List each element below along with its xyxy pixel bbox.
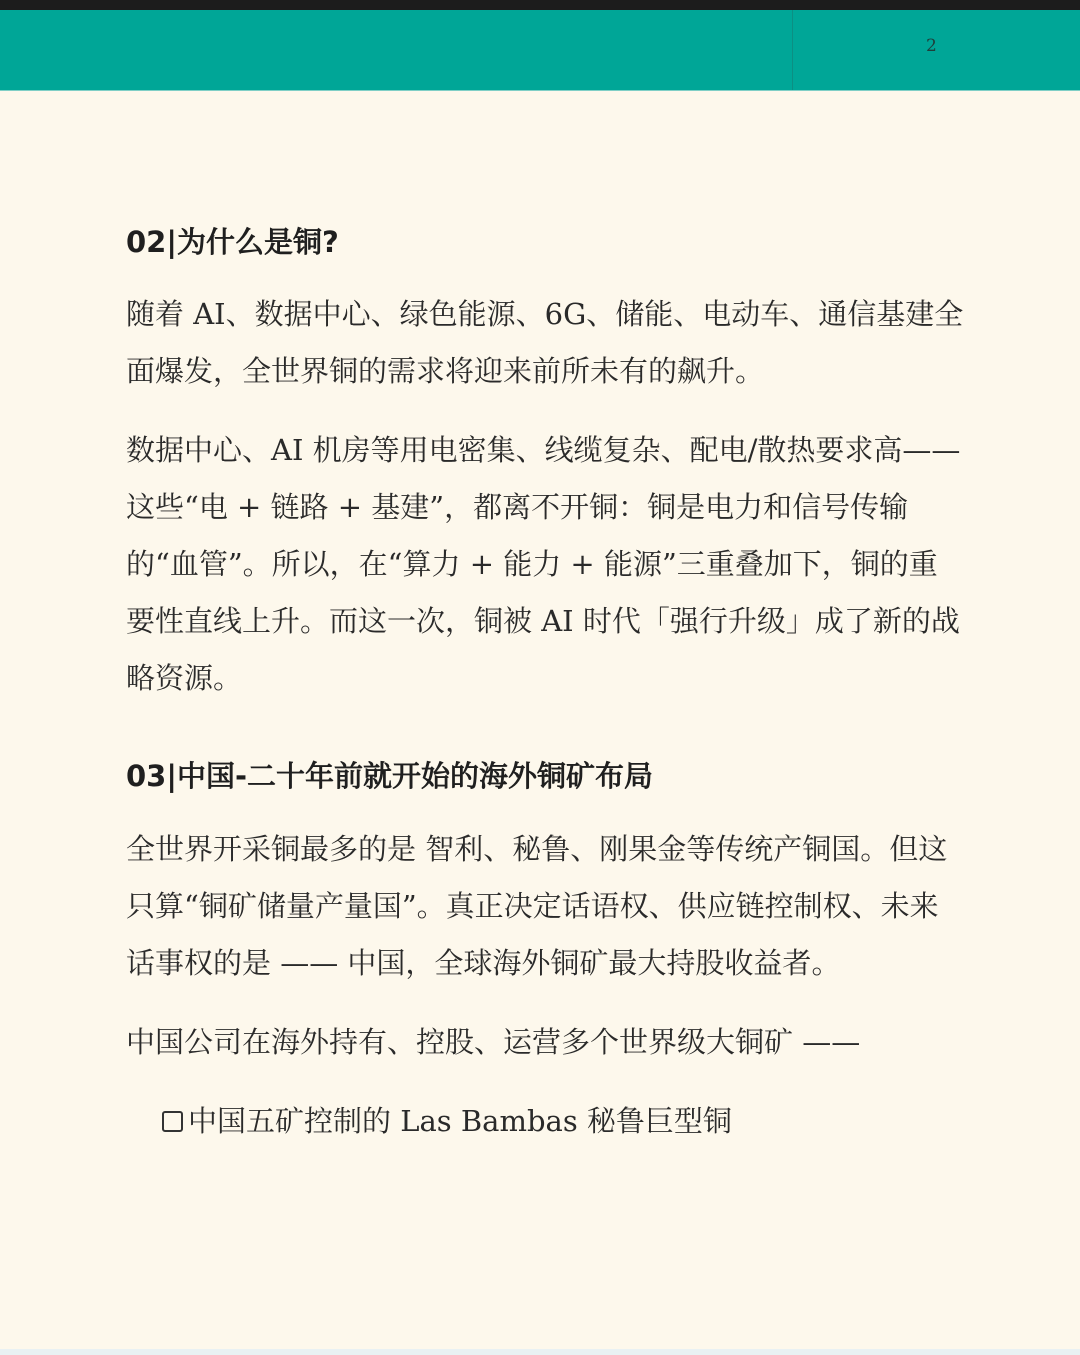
article-content	[126, 222, 966, 1150]
list-item-label: 中国五矿控制的 Las Bambas 秘鲁巨型铜	[188, 1104, 732, 1138]
page-number: 2	[926, 36, 937, 56]
paragraph-copper-strategic: 数据中心、AI 机房等用电密集、线缆复杂、配电/散热要求高——这些“电 + 链路 + 基建”，都离不开铜：铜是电力和信号传输的“血管”。所以，在“算力 + 能力 + 能源”三重叠加下，铜的重要性直线上升。而这一次，铜被 AI 时代「强行升级」成了新的战略资源。	[126, 433, 961, 695]
paragraph-copper-demand: 随着 AI、数据中心、绿色能源、6G、储能、电动车、通信基建全面爆发，全世界铜的需求将迎来前所未有的飙升。	[126, 297, 964, 388]
section-heading-china-overseas: 03|中国-二十年前就开始的海外铜矿布局	[126, 759, 653, 793]
section-heading-why-copper: 02|为什么是铜?	[126, 225, 339, 259]
header-band	[0, 10, 1080, 91]
list-item	[162, 1093, 966, 1150]
bottom-edge	[0, 1349, 1080, 1355]
header-divider	[792, 10, 793, 90]
paragraph-china-mines: 中国公司在海外持有、控股、运营多个世界级大铜矿 ——	[126, 1025, 861, 1059]
checkbox-icon	[162, 1111, 183, 1132]
top-strip	[0, 0, 1080, 10]
paragraph-copper-producers: 全世界开采铜最多的是 智利、秘鲁、刚果金等传统产铜国。但这只算“铜矿储量产量国”。真正决定话语权、供应链控制权、未来话事权的是 —— 中国，全球海外铜矿最大持股收益者。	[126, 832, 948, 980]
